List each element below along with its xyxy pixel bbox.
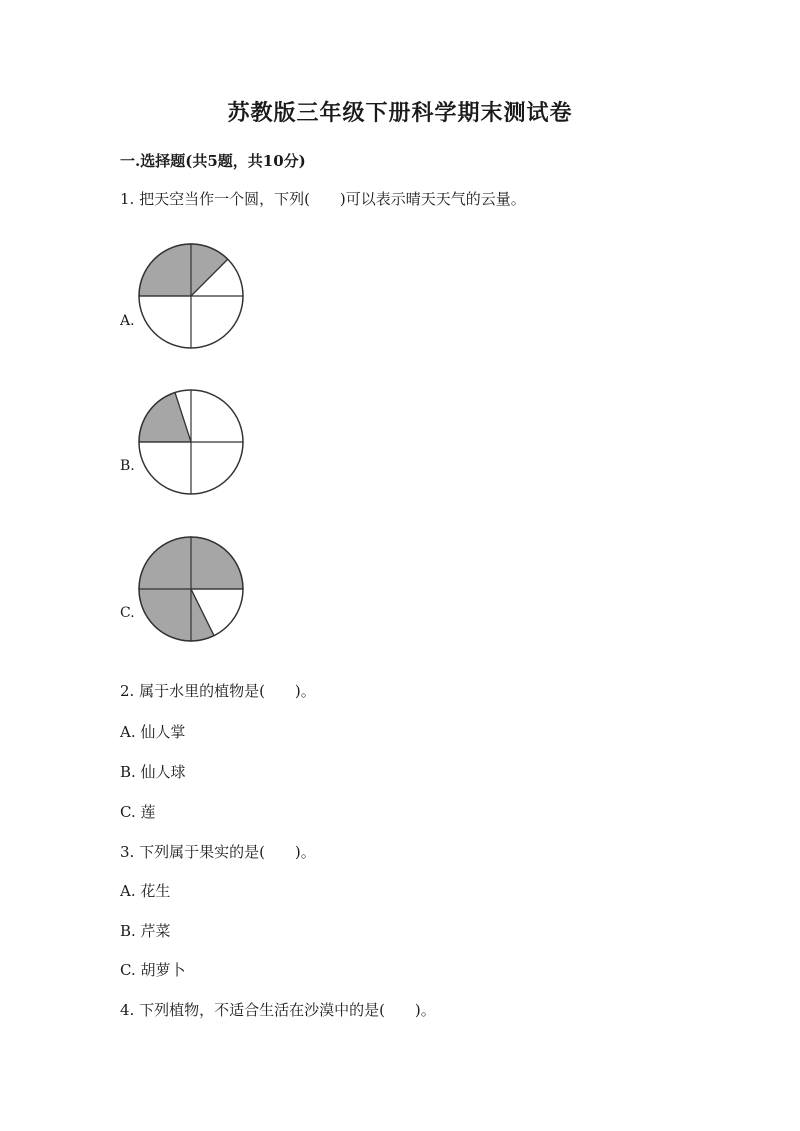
question-1: 1. 把天空当作一个圆，下列( )可以表示晴天天气的云量。 xyxy=(120,190,526,208)
cloud-shaded-region xyxy=(139,244,228,296)
question-4: 4. 下列植物，不适合生活在沙漠中的是( )。 xyxy=(120,1001,436,1019)
q1-option-c-label: C. xyxy=(120,605,135,621)
section-heading: 一.选择题(共5题，共10分) xyxy=(120,152,306,170)
q1-option-a-label: A. xyxy=(120,313,135,329)
q3-option-c: C. 胡萝卜 xyxy=(120,961,186,979)
q1-option-b-label: B. xyxy=(120,458,135,474)
q3-option-b: B. 芹菜 xyxy=(120,922,171,940)
q2-option-b: B. 仙人球 xyxy=(120,763,186,781)
q1-option-b-cloud-diagram xyxy=(137,388,245,496)
q2-option-c: C. 莲 xyxy=(120,803,156,821)
q2-option-a: A. 仙人掌 xyxy=(120,723,186,741)
page-title: 苏教版三年级下册科学期末测试卷 xyxy=(227,100,573,126)
question-3: 3. 下列属于果实的是( )。 xyxy=(120,843,316,861)
q1-option-a-cloud-diagram xyxy=(137,242,245,350)
question-2: 2. 属于水里的植物是( )。 xyxy=(120,682,316,700)
q3-option-a: A. 花生 xyxy=(120,882,171,900)
q1-option-c-cloud-diagram xyxy=(137,535,245,643)
